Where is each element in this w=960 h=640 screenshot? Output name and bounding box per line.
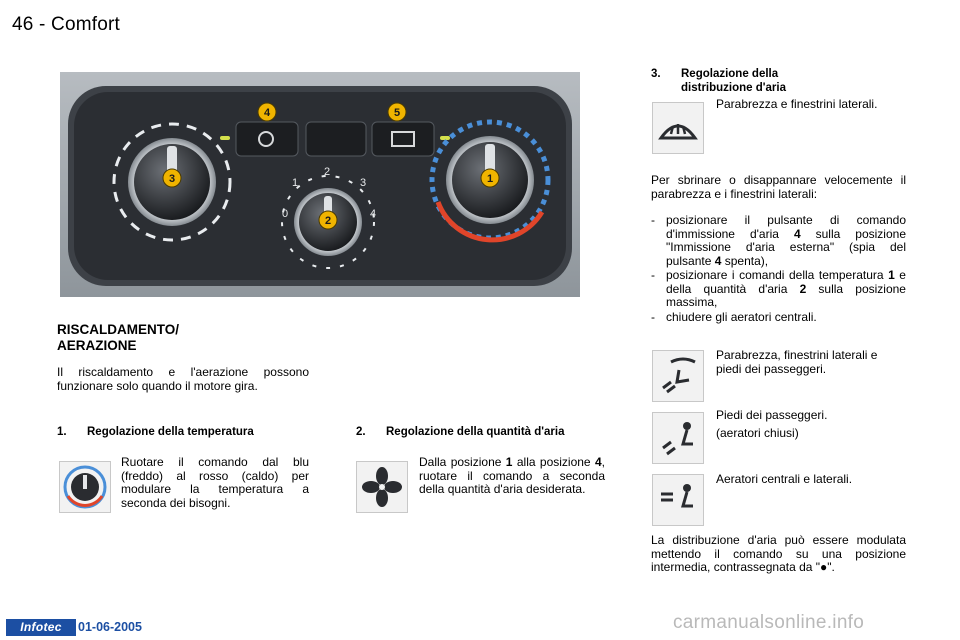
heading-text: Regolazione della quantità d'aria: [386, 426, 565, 438]
feet-icon: [652, 412, 704, 464]
callout-2: [319, 211, 337, 229]
fan-scale-2: 2: [324, 166, 331, 178]
intro-paragraph: Il riscaldamento e l'aerazione possono funzionare solo quando il motore gira.: [57, 365, 309, 393]
control-panel-illustration: [60, 72, 580, 297]
title-line-2: AERAZIONE: [57, 338, 137, 353]
heading-text-1: Regolazione della: [681, 68, 779, 80]
infotec-logo: Infotec: [6, 619, 76, 636]
callout-1: [481, 169, 499, 187]
temperature-heading: [57, 425, 254, 439]
fan-scale-0: 0: [282, 208, 289, 220]
svg-text:5: 5: [393, 107, 401, 119]
distribution-heading: [651, 67, 786, 95]
fan-icon: [356, 461, 408, 513]
demist-steps: [651, 214, 906, 325]
mode-feet-text: Piedi dei passeggeri.: [716, 408, 828, 422]
mode-windscreen-feet-text: Parabrezza, finestrini laterali e piedi dei passeggeri.: [716, 348, 878, 376]
temperature-dial-icon: [59, 461, 111, 513]
svg-text:2: 2: [324, 215, 332, 227]
demist-procedure-intro: Per sbrinare o disappannare velocemente il parabrezza e i finestrini laterali:: [651, 173, 906, 201]
heading-number: 3.: [651, 68, 661, 80]
svg-text:3: 3: [168, 173, 176, 185]
page-title: 46 - Comfort: [12, 14, 120, 35]
callout-5: [388, 103, 406, 121]
callout-4: [258, 103, 276, 121]
heading-number: 2.: [356, 426, 366, 438]
heading-text: Regolazione della temperatura: [87, 426, 254, 438]
windscreen-feet-icon: [652, 350, 704, 402]
control-panel-photo: [60, 72, 580, 297]
temperature-text: Ruotare il comando dal blu (freddo) al rosso (caldo) per modulare la temperatura a seconda dei bisogni.: [121, 455, 309, 510]
fan-scale-4: 4: [370, 208, 377, 220]
airflow-text: Dalla posizione 1 alla posizione 4, ruotare il comando a seconda della quantità d'aria desiderata.: [419, 455, 606, 496]
footer-watermark: carmanualsonline.info: [673, 612, 865, 633]
heading-number: 1.: [57, 426, 67, 438]
mode-vents-text: Aeratori centrali e laterali.: [716, 472, 853, 486]
fan-scale-1: 1: [292, 177, 299, 189]
face-vent-icon: [652, 474, 704, 526]
airflow-heading: [356, 425, 564, 439]
mode-windscreen-text: Parabrezza e finestrini laterali.: [716, 97, 878, 111]
step-item: - chiudere gli aeratori centrali.: [651, 309, 817, 324]
closing-paragraph: La distribuzione d'aria può essere modulata mettendo il comando su una posizione intermedia, contrassegnata da "●".: [651, 533, 906, 574]
section-title: [57, 322, 179, 354]
svg-text:1: 1: [486, 173, 494, 185]
fan-scale-3: 3: [360, 177, 367, 189]
callout-3: [163, 169, 181, 187]
title-line-1: RISCALDAMENTO/: [57, 322, 180, 337]
footer-date: 01-06-2005: [78, 620, 142, 634]
windscreen-demist-icon: [652, 102, 704, 154]
heading-text-2: distribuzione d'aria: [681, 82, 786, 94]
step-item: - posizionare il pulsante di comando d'immissione d'aria 4 sulla posizione "Immissione d'aria esterna" (spia del pulsante 4 spenta),: [651, 213, 906, 268]
step-item: - posizionare i comandi della temperatura 1 e della quantità d'aria 2 sulla posizione massima,: [651, 268, 906, 309]
svg-text:4: 4: [263, 107, 271, 119]
mode-feet-note: (aeratori chiusi): [716, 426, 799, 440]
